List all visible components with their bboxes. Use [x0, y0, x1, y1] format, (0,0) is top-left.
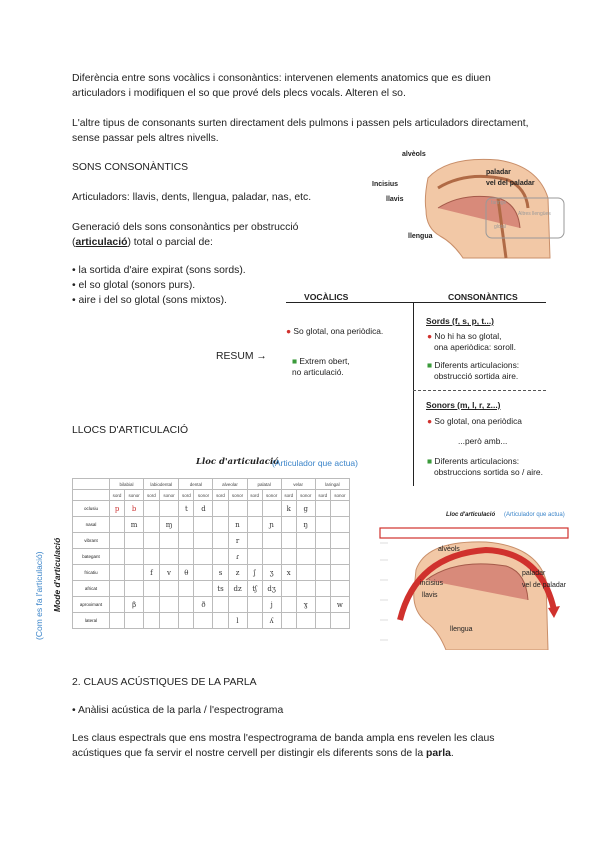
row-label: vibrant [73, 533, 110, 549]
claus-heading: 2. CLAUS ACÚSTIQUES DE LA PARLA [72, 677, 257, 688]
table-cell [330, 549, 349, 565]
table-row [73, 549, 350, 565]
table-row [73, 565, 350, 581]
table-cell [125, 549, 144, 565]
corner-cell-2 [73, 490, 110, 501]
table-cell: ʎ [262, 613, 281, 629]
mini-head-illustration [376, 510, 572, 650]
table-cell: β [125, 597, 144, 613]
table-cell [330, 533, 349, 549]
resum-divider [413, 302, 414, 486]
mini-label-paladar: paladar [522, 570, 546, 577]
mini-title: Lloc d'articulació [446, 512, 496, 518]
subcol-header: sonor [228, 490, 247, 501]
mini-figure [376, 510, 572, 650]
table-cell [179, 597, 194, 613]
label-paladar: paladar [486, 169, 511, 176]
label-altres: Altres llengües [518, 211, 551, 217]
table-cell [110, 613, 125, 629]
table-cell [159, 613, 179, 629]
table-cell: n [228, 517, 247, 533]
table-cell: j [262, 597, 281, 613]
vocalic-item-1: ● So glotal, ona periòdica. [286, 326, 384, 336]
subcol-header: sord [315, 490, 330, 501]
table-cell [315, 613, 330, 629]
sords-text-2: Diferents articulacions: [434, 360, 520, 370]
table-cell [296, 613, 315, 629]
table-cell [247, 613, 262, 629]
sons-heading: SONS CONSONÀNTICS [72, 162, 189, 173]
table-cell [228, 597, 247, 613]
sonors-text-1: So glotal, ona periòdica [434, 416, 522, 426]
anatomy-figure [368, 148, 568, 263]
vocalic-text-2: Extrem obert, [299, 356, 350, 366]
vocalics-heading: VOCÀLICS [304, 292, 349, 302]
table-cell: ɲ [262, 517, 281, 533]
subcol-header: sord [247, 490, 262, 501]
table-cell [159, 597, 179, 613]
table-cell [281, 613, 296, 629]
table-cell [159, 549, 179, 565]
table-cell: ɣ [296, 597, 315, 613]
table-cell [247, 501, 262, 517]
claus-para-b: . [450, 748, 454, 759]
subcol-header: sord [281, 490, 296, 501]
table-cell [262, 549, 281, 565]
table-cell: r [228, 533, 247, 549]
col-header: labiodental [144, 479, 179, 490]
table-cell: ɾ [228, 549, 247, 565]
table-cell [194, 517, 213, 533]
table-cell: b [125, 501, 144, 517]
sords-heading: Sords (f, s, p, t...) [426, 316, 494, 326]
table-cell: ʃ [247, 565, 262, 581]
table-cell [213, 613, 228, 629]
table-cell [110, 565, 125, 581]
table-cell [144, 517, 160, 533]
subcol-header: sord [213, 490, 228, 501]
table-cell: ʒ [262, 565, 281, 581]
table-cell [262, 501, 281, 517]
table-cell: d [194, 501, 213, 517]
table-cell [144, 597, 160, 613]
table-cell: k [281, 501, 296, 517]
table-cell: l [228, 613, 247, 629]
table-cell [315, 597, 330, 613]
sords-item-1: ● No hi ha so glotal, ona aperiòdica: soroll. [427, 331, 516, 352]
mini-label-llavis: llavis [422, 592, 438, 599]
generacio-part-b: ) total o parcial de: [127, 237, 213, 248]
generacio-part-a: Generació dels sons consonàntics per obstrucció ( [72, 222, 299, 248]
sonors-text-2b: obstruccions sortida so / aire. [433, 467, 543, 477]
table-cell [110, 533, 125, 549]
row-label: oclusiu [73, 501, 110, 517]
table-cell [159, 501, 179, 517]
mini-subtitle: (Articulador que actua) [504, 512, 565, 518]
subcol-header: sord [110, 490, 125, 501]
table-cell: v [159, 565, 179, 581]
table-cell [144, 501, 160, 517]
sords-text-2b: obstrucció sortida aire. [433, 371, 519, 381]
table-cell [194, 613, 213, 629]
table-row [73, 581, 350, 597]
table-cell: tʃ [247, 581, 262, 597]
table-cell [315, 565, 330, 581]
articuladors-text: Articuladors: llavis, dents, llengua, paladar, nas, etc. [72, 192, 312, 203]
table-cell [330, 501, 349, 517]
resum-table [286, 290, 546, 486]
subcol-header: sonor [159, 490, 179, 501]
table-row [73, 501, 350, 517]
side-label-blue: (Com es fa l'articulació) [34, 551, 44, 640]
table-cell [213, 533, 228, 549]
row-label: fricatiu [73, 565, 110, 581]
col-header: alveolar [213, 479, 247, 490]
table-cell [330, 565, 349, 581]
table-cell: dz [228, 581, 247, 597]
table-cell [179, 581, 194, 597]
table-cell [281, 581, 296, 597]
table-cell [262, 533, 281, 549]
intro-paragraph-2: L'altre tipus de consonants surten directament dels pulmons i passen pels articuladors directament, sense passar pels altres nivells. [72, 118, 529, 144]
table-cell: z [228, 565, 247, 581]
generacio-text [72, 220, 342, 250]
resum-top-rule [286, 302, 546, 303]
table-cell [179, 613, 194, 629]
subcol-header: sonor [194, 490, 213, 501]
table-cell [144, 581, 160, 597]
claus-paragraph [72, 731, 530, 761]
table-subheader-row [73, 490, 350, 501]
consonantics-heading: CONSONÀNTICS [448, 292, 518, 302]
table-cell [125, 581, 144, 597]
claus-para-a: Les claus espectrals que ens mostra l'espectrograma de banda ampla ens revelen les claus acústiques que fa servir el nostre cervell per distingir els diferents sons de la [72, 733, 495, 759]
mini-label-incisius: incisius [420, 580, 443, 587]
bullet-3: • aire i del so glotal (sons mixtos). [72, 295, 227, 306]
row-label: nasal [73, 517, 110, 533]
table-cell [315, 517, 330, 533]
table-cell [315, 533, 330, 549]
col-header: velar [281, 479, 315, 490]
sonors-text-2: Diferents articulacions: [434, 456, 520, 466]
table-cell [296, 581, 315, 597]
table-title: Lloc d'articulació [196, 457, 279, 467]
table-cell [144, 533, 160, 549]
row-label: africat [73, 581, 110, 597]
row-label: bategant [73, 549, 110, 565]
col-header: palatal [247, 479, 281, 490]
generacio-bold: articulació [75, 237, 128, 248]
table-cell [144, 613, 160, 629]
table-cell [125, 533, 144, 549]
corner-cell [73, 479, 110, 490]
table-cell: x [281, 565, 296, 581]
table-header-row [73, 479, 350, 490]
resum-label: RESUM → [216, 351, 267, 362]
vocalic-text-1: So glotal, ona periòdica. [293, 326, 384, 336]
mini-label-alveols: alvèols [438, 546, 460, 553]
table-subtitle: (Articulador que actua) [272, 458, 358, 468]
mini-label-llengua: llengua [450, 626, 473, 633]
table-cell [296, 565, 315, 581]
table-cell [213, 517, 228, 533]
table-cell [296, 549, 315, 565]
articulation-table [72, 478, 350, 629]
table-cell [330, 581, 349, 597]
sords-text-1: No hi ha so glotal, [434, 331, 502, 341]
sonors-item-2: ■ Diferents articulacions: obstruccions sortida so / aire. [427, 456, 543, 477]
claus-para-bold: parla [426, 748, 451, 759]
table-cell [281, 597, 296, 613]
claus-bullet: • Anàlisi acústica de la parla / l'espectrograma [72, 705, 284, 716]
table-cell [213, 549, 228, 565]
label-alveols: alvèols [402, 151, 426, 158]
row-label: lateral [73, 613, 110, 629]
table-cell [281, 549, 296, 565]
label-faringe: faringe [491, 200, 507, 206]
table-cell [296, 533, 315, 549]
sonors-heading: Sonors (m, l, r, z...) [426, 400, 501, 410]
table-cell [315, 581, 330, 597]
table-cell [247, 517, 262, 533]
bullet-1: • la sortida d'aire expirat (sons sords). [72, 265, 246, 276]
table-cell: m [125, 517, 144, 533]
sords-text-1b: ona aperiòdica: soroll. [433, 342, 516, 352]
table-cell: f [144, 565, 160, 581]
table-cell: s [213, 565, 228, 581]
col-header: laringal [315, 479, 349, 490]
row-label: aproximant [73, 597, 110, 613]
table-cell [281, 517, 296, 533]
vocalic-item-2: ■ Extrem obert, no articulació. [292, 356, 350, 377]
table-row [73, 613, 350, 629]
label-llavis: llavis [386, 196, 404, 203]
subcol-header: sonor [125, 490, 144, 501]
table-cell [194, 533, 213, 549]
subcol-header: sonor [330, 490, 349, 501]
subcol-header: sonor [296, 490, 315, 501]
table-cell [110, 581, 125, 597]
intro-paragraph-1: Diferència entre sons vocàlics i consonàntics: intervenen elements anatomics que es diuen articuladors i modifiquen el so que prové dels plecs vocals. Alteren el so. [72, 73, 491, 99]
table-cell [110, 597, 125, 613]
table-cell: w [330, 597, 349, 613]
label-glotal: glotal [494, 224, 506, 230]
head-profile-illustration [368, 148, 568, 263]
table-cell [330, 613, 349, 629]
table-row [73, 517, 350, 533]
table-cell [213, 501, 228, 517]
subcol-header: sonor [262, 490, 281, 501]
table-cell: dʒ [262, 581, 281, 597]
table-cell: p [110, 501, 125, 517]
table-cell [315, 501, 330, 517]
subcol-header: sord [179, 490, 194, 501]
table-cell [110, 549, 125, 565]
table-cell: ŋ [296, 517, 315, 533]
table-cell [247, 597, 262, 613]
resum-dashed [413, 390, 546, 391]
table-cell: g [296, 501, 315, 517]
table-cell [228, 501, 247, 517]
table-cell: ð [194, 597, 213, 613]
table-cell [179, 533, 194, 549]
table-cell [315, 549, 330, 565]
bullet-2: • el so glotal (sonors purs). [72, 280, 196, 291]
table-cell [247, 533, 262, 549]
table-cell [194, 565, 213, 581]
vocalic-text-2b: no articulació. [292, 367, 344, 377]
sonors-item-1: ● So glotal, ona periòdica [427, 416, 522, 426]
side-label-black: Mode d'articulació [52, 537, 62, 612]
mini-label-vel: vel de paladar [522, 582, 566, 589]
articulation-grid [72, 478, 350, 629]
table-cell [144, 549, 160, 565]
table-cell [194, 549, 213, 565]
table-cell: ts [213, 581, 228, 597]
subcol-header: sord [144, 490, 160, 501]
table-cell [194, 581, 213, 597]
table-cell: θ [179, 565, 194, 581]
table-cell [159, 581, 179, 597]
table-cell [159, 533, 179, 549]
table-cell [179, 549, 194, 565]
table-cell: ɱ [159, 517, 179, 533]
table-cell [179, 517, 194, 533]
table-cell [330, 517, 349, 533]
sords-item-2: ■ Diferents articulacions: obstrucció sortida aire. [427, 360, 520, 381]
llocs-heading: LLOCS D'ARTICULACIÓ [72, 425, 189, 436]
table-row [73, 597, 350, 613]
sonors-item-1b: ...però amb... [458, 436, 508, 446]
label-llengua: llengua [408, 233, 433, 240]
table-row [73, 533, 350, 549]
table-cell [125, 613, 144, 629]
label-incisius: Incisius [372, 181, 399, 188]
table-cell [110, 517, 125, 533]
label-vel: vel del paladar [486, 180, 535, 187]
table-cell [213, 597, 228, 613]
table-cell: t [179, 501, 194, 517]
table-cell [281, 533, 296, 549]
col-header: bilabial [110, 479, 144, 490]
table-cell [247, 549, 262, 565]
col-header: dental [179, 479, 213, 490]
table-cell [125, 565, 144, 581]
